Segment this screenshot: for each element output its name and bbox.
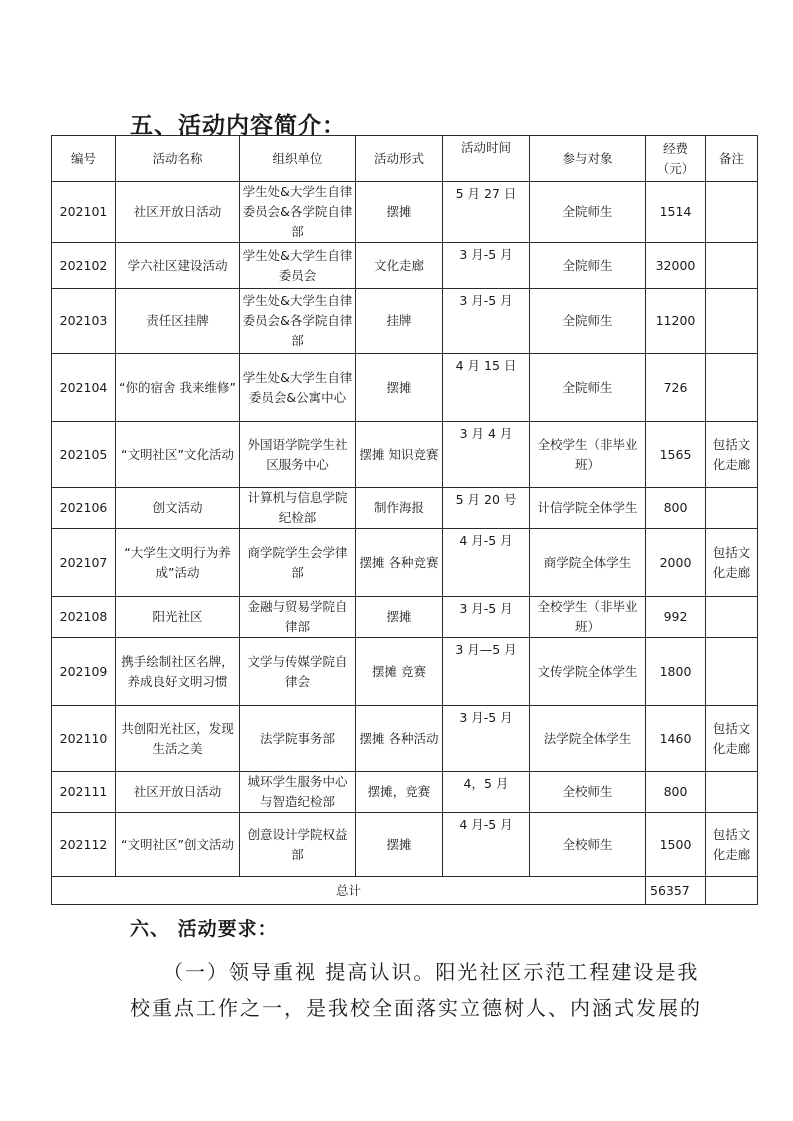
cell-org: 外国语学院学生社区服务中心	[240, 422, 356, 488]
cell-time: 4 月-5 月	[443, 813, 530, 877]
cell-note	[706, 289, 758, 354]
cell-cost: 1565	[646, 422, 706, 488]
cell-cost: 992	[646, 597, 706, 638]
cell-time: 3 月-5 月	[443, 243, 530, 289]
cell-form: 摆摊	[356, 182, 443, 243]
cell-org: 学生处&大学生自律委员会	[240, 243, 356, 289]
cell-org: 创意设计学院权益部	[240, 813, 356, 877]
cell-form: 摆摊 各种活动	[356, 706, 443, 772]
table-row	[52, 354, 758, 422]
cell-audience: 商学院全体学生	[530, 529, 646, 597]
cell-note	[706, 182, 758, 243]
cell-form: 摆摊	[356, 813, 443, 877]
cell-org: 法学院事务部	[240, 706, 356, 772]
cell-time: 3 月-5 月	[443, 597, 530, 638]
cell-org: 商学院学生会学律部	[240, 529, 356, 597]
cell-id: 202101	[52, 182, 116, 243]
header-cell-org: 组织单位	[240, 136, 356, 182]
cell-org: 学生处&大学生自律委员会&各学院自律部	[240, 289, 356, 354]
cell-form: 摆摊 知识竞赛	[356, 422, 443, 488]
table-row	[52, 289, 758, 354]
cell-time: 5 月 27 日	[443, 182, 530, 243]
cell-audience: 全校学生（非毕业班）	[530, 422, 646, 488]
cell-id: 202108	[52, 597, 116, 638]
cell-name: “大学生文明行为养成”活动	[116, 529, 240, 597]
cell-form: 摆摊，竞赛	[356, 772, 443, 813]
cell-audience: 全院师生	[530, 289, 646, 354]
cell-form: 文化走廊	[356, 243, 443, 289]
total-label: 总计	[52, 877, 646, 905]
activity-table	[51, 135, 758, 905]
cell-name: “你的宿舍 我来维修”	[116, 354, 240, 422]
total-note-cell	[706, 877, 758, 905]
cell-cost: 11200	[646, 289, 706, 354]
cell-org: 计算机与信息学院纪检部	[240, 488, 356, 529]
cell-audience: 全校师生	[530, 772, 646, 813]
cell-note	[706, 597, 758, 638]
cell-audience: 文传学院全体学生	[530, 638, 646, 706]
paragraph-line: 校重点工作之一，是我校全面落实立德树人、内涵式发展的	[130, 996, 702, 1020]
cell-id: 202110	[52, 706, 116, 772]
cell-form: 制作海报	[356, 488, 443, 529]
cell-id: 202109	[52, 638, 116, 706]
cell-org: 学生处&大学生自律委员会&公寓中心	[240, 354, 356, 422]
cell-org: 金融与贸易学院自律部	[240, 597, 356, 638]
cell-id: 202102	[52, 243, 116, 289]
cell-cost: 1500	[646, 813, 706, 877]
header-cell-time: 活动时间	[443, 136, 530, 182]
paragraph-line: （一）领导重视 提高认识。阳光社区示范工程建设是我	[163, 960, 700, 984]
cell-form: 摆摊 竞赛	[356, 638, 443, 706]
table-row	[52, 422, 758, 488]
cell-time: 4 月 15 日	[443, 354, 530, 422]
cell-id: 202107	[52, 529, 116, 597]
cell-form: 摆摊	[356, 597, 443, 638]
cell-note	[706, 243, 758, 289]
total-value: 56357	[646, 877, 706, 905]
cell-cost: 1800	[646, 638, 706, 706]
cell-note: 包括文化走廊	[706, 422, 758, 488]
cell-name: 社区开放日活动	[116, 182, 240, 243]
cell-audience: 法学院全体学生	[530, 706, 646, 772]
cell-cost: 800	[646, 488, 706, 529]
cell-name: 携手绘制社区名牌，养成良好文明习惯	[116, 638, 240, 706]
table-row	[52, 706, 758, 772]
cell-note	[706, 354, 758, 422]
cell-note: 包括文化走廊	[706, 529, 758, 597]
header-cell-note: 备注	[706, 136, 758, 182]
cell-cost: 800	[646, 772, 706, 813]
cell-id: 202103	[52, 289, 116, 354]
cell-time: 3 月 4 月	[443, 422, 530, 488]
cell-audience: 全院师生	[530, 182, 646, 243]
header-cell-id: 编号	[52, 136, 116, 182]
cell-audience: 全校学生（非毕业班）	[530, 597, 646, 638]
cell-audience: 全校师生	[530, 813, 646, 877]
cell-name: “文明社区”创文活动	[116, 813, 240, 877]
cell-form: 摆摊 各种竞赛	[356, 529, 443, 597]
table-row	[52, 638, 758, 706]
cell-cost: 1460	[646, 706, 706, 772]
table-row	[52, 597, 758, 638]
header-cell-form: 活动形式	[356, 136, 443, 182]
cell-form: 挂牌	[356, 289, 443, 354]
cell-note	[706, 638, 758, 706]
table-row	[52, 488, 758, 529]
cell-id: 202105	[52, 422, 116, 488]
cell-id: 202104	[52, 354, 116, 422]
cell-name: 共创阳光社区，发现生活之美	[116, 706, 240, 772]
cell-name: 责任区挂牌	[116, 289, 240, 354]
table-row	[52, 243, 758, 289]
cell-cost: 32000	[646, 243, 706, 289]
cell-cost: 2000	[646, 529, 706, 597]
total-row	[52, 877, 758, 905]
cell-org: 学生处&大学生自律委员会&各学院自律部	[240, 182, 356, 243]
table-row	[52, 813, 758, 877]
cell-org: 城环学生服务中心与智造纪检部	[240, 772, 356, 813]
table-header-row	[52, 136, 758, 182]
cell-org: 文学与传媒学院自律会	[240, 638, 356, 706]
cell-form: 摆摊	[356, 354, 443, 422]
header-cell-name: 活动名称	[116, 136, 240, 182]
table-row	[52, 529, 758, 597]
cell-note: 包括文化走廊	[706, 706, 758, 772]
table-row	[52, 182, 758, 243]
cell-audience: 全院师生	[530, 243, 646, 289]
cell-id: 202111	[52, 772, 116, 813]
cell-id: 202112	[52, 813, 116, 877]
cell-time: 3 月-5 月	[443, 706, 530, 772]
cell-note	[706, 772, 758, 813]
cell-time: 3 月—5 月	[443, 638, 530, 706]
cell-cost: 1514	[646, 182, 706, 243]
cell-name: 阳光社区	[116, 597, 240, 638]
cell-time: 3 月-5 月	[443, 289, 530, 354]
cell-cost: 726	[646, 354, 706, 422]
cell-name: “文明社区”文化活动	[116, 422, 240, 488]
section6-title: 六、 活动要求：	[130, 918, 278, 940]
section5-title: 五、活动内容简介：	[130, 113, 346, 139]
cell-name: 学六社区建设活动	[116, 243, 240, 289]
cell-time: 4，5 月	[443, 772, 530, 813]
cell-audience: 计信学院全体学生	[530, 488, 646, 529]
cell-note: 包括文化走廊	[706, 813, 758, 877]
cell-name: 创文活动	[116, 488, 240, 529]
cell-note	[706, 488, 758, 529]
table-row	[52, 772, 758, 813]
cell-time: 5 月 20 号	[443, 488, 530, 529]
header-cell-audience: 参与对象	[530, 136, 646, 182]
cell-id: 202106	[52, 488, 116, 529]
cell-name: 社区开放日活动	[116, 772, 240, 813]
cell-time: 4 月-5 月	[443, 529, 530, 597]
header-cell-cost: 经费（元）	[646, 136, 706, 182]
cell-audience: 全院师生	[530, 354, 646, 422]
